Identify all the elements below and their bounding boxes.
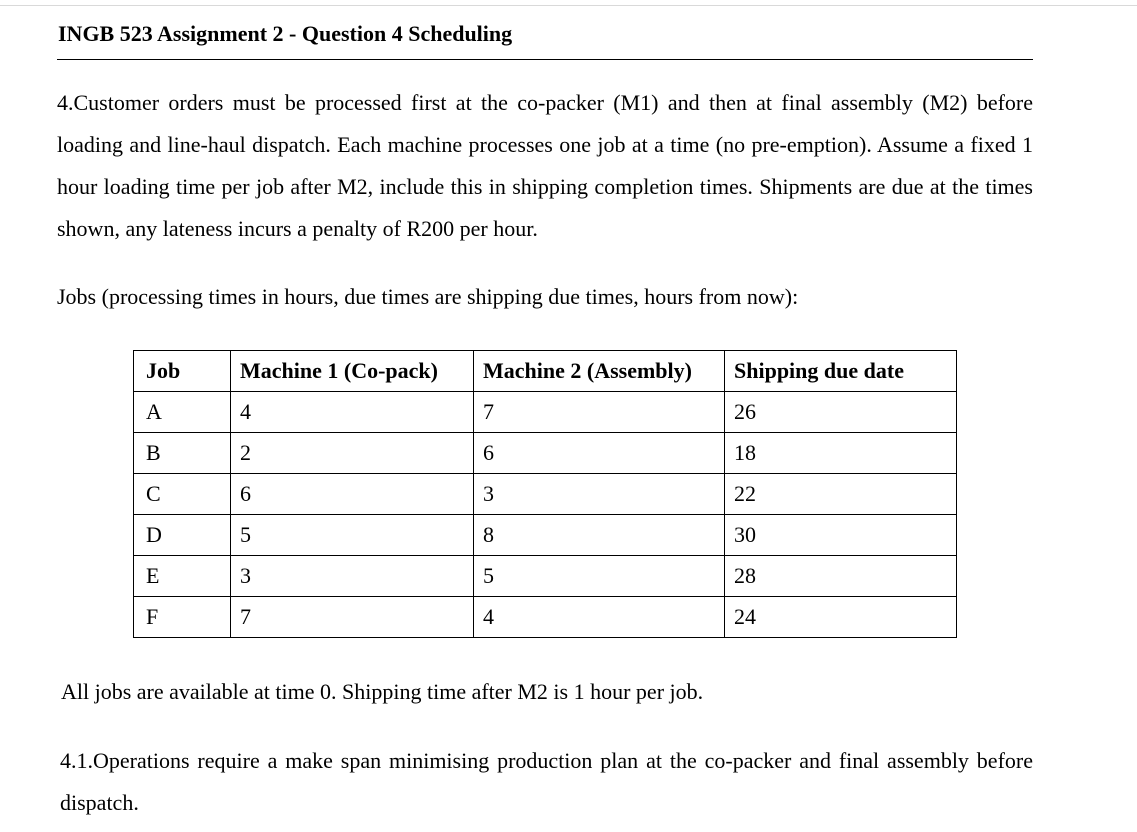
cell-m2: 7 [474, 392, 725, 433]
cell-m1: 3 [231, 556, 474, 597]
cell-m2: 4 [474, 597, 725, 638]
table-row [134, 515, 957, 556]
cell-due: 28 [725, 556, 957, 597]
jobs-caption: Jobs (processing times in hours, due times are shipping due times, hours from now): [57, 284, 799, 309]
subquestion-4-1: 4.1.Operations require a make span minimising production plan at the co-packer and final assembly before dispatch. [60, 748, 1033, 815]
cell-job: E [134, 556, 231, 597]
cell-m2: 6 [474, 433, 725, 474]
cell-job: D [134, 515, 231, 556]
cell-due: 26 [725, 392, 957, 433]
cell-due: 22 [725, 474, 957, 515]
table-header-row [134, 351, 957, 392]
table-row [134, 597, 957, 638]
header-machine-1: Machine 1 (Co-pack) [231, 351, 474, 392]
intro-paragraph: 4.Customer orders must be processed first at the co-packer (M1) and then at final assembly (M2) before loading and line-haul dispatch. Each machine processes one job at a time (no pre-emption). Assume a fixed 1 hour loading time per job after M2, include this in shipping completion times. Shipments are due at the times shown, any lateness incurs a penalty of R200 per hour. [57, 90, 1033, 241]
jobs-table [133, 350, 957, 638]
cell-job: F [134, 597, 231, 638]
cell-job: B [134, 433, 231, 474]
document-title: INGB 523 Assignment 2 - Question 4 Scheduling [58, 21, 513, 46]
cell-m2: 8 [474, 515, 725, 556]
availability-note: All jobs are available at time 0. Shipping time after M2 is 1 hour per job. [61, 679, 704, 704]
cell-m1: 7 [231, 597, 474, 638]
cell-due: 18 [725, 433, 957, 474]
cell-m1: 2 [231, 433, 474, 474]
cell-m2: 5 [474, 556, 725, 597]
header-shipping-due: Shipping due date [725, 351, 957, 392]
header-machine-2: Machine 2 (Assembly) [474, 351, 725, 392]
table-row [134, 474, 957, 515]
cell-m2: 3 [474, 474, 725, 515]
cell-due: 24 [725, 597, 957, 638]
cell-job: A [134, 392, 231, 433]
cell-m1: 5 [231, 515, 474, 556]
title-underline [57, 59, 1033, 60]
cell-due: 30 [725, 515, 957, 556]
table-row [134, 392, 957, 433]
cell-m1: 4 [231, 392, 474, 433]
page-top-divider [0, 5, 1137, 6]
cell-m1: 6 [231, 474, 474, 515]
cell-job: C [134, 474, 231, 515]
table-row [134, 433, 957, 474]
table-row [134, 556, 957, 597]
header-job: Job [134, 351, 231, 392]
